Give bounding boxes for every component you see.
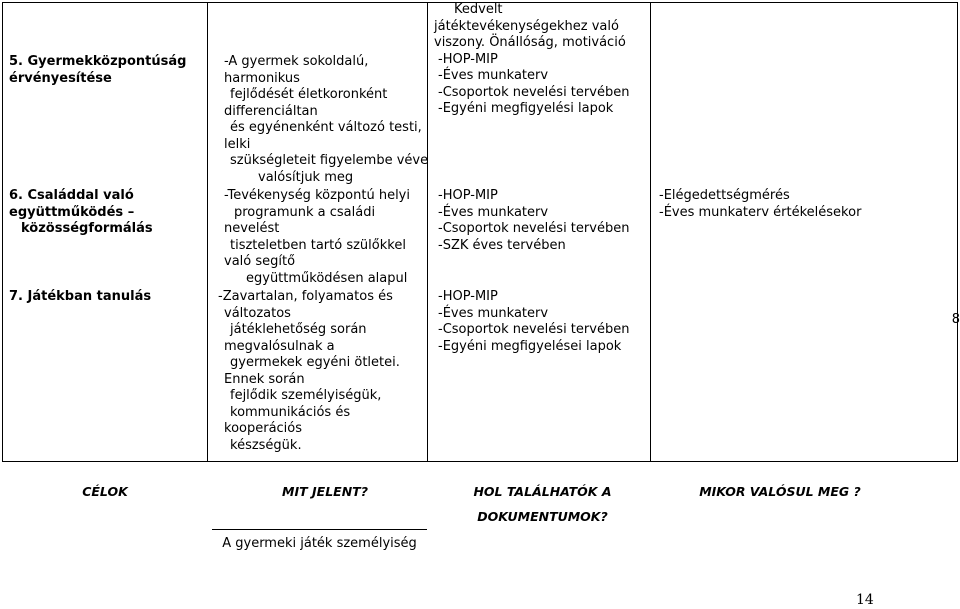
table-border-right xyxy=(957,2,958,462)
where-line: játéktevékenységekhez való xyxy=(434,18,619,34)
column-divider-3 xyxy=(650,2,651,462)
when-cell-row-2 xyxy=(659,188,955,221)
footer-heading-where-line-2: DOKUMENTUMOK? xyxy=(477,509,608,524)
where-line: -SZK éves tervében xyxy=(438,237,566,253)
where-line: -Csoportok nevelési tervében xyxy=(438,322,630,337)
footer-heading-when: MIKOR VALÓSUL MEG ? xyxy=(699,484,861,499)
meaning-line: lelki xyxy=(224,136,251,152)
where-line: -HOP-MIP xyxy=(438,289,498,304)
goal-cell-row-3 xyxy=(9,289,204,306)
column-divider-2 xyxy=(427,2,428,462)
meaning-line: Ennek során xyxy=(224,371,305,387)
meaning-line: -A gyermek sokoldalú, xyxy=(224,54,369,69)
footer-subtitle: A gyermeki játék személyiség xyxy=(222,536,417,551)
where-line: -Csoportok nevelési tervében xyxy=(438,84,630,100)
meaning-line: való segítő xyxy=(224,254,296,269)
edge-character: 8 xyxy=(951,312,960,327)
meaning-line: kommunikációs és xyxy=(230,404,351,420)
goal-line: együttműködés – xyxy=(9,204,135,220)
goal-line: 7. Játékban tanulás xyxy=(9,289,152,304)
when-line: -Éves munkaterv értékelésekor xyxy=(659,204,862,220)
column-divider-1 xyxy=(207,2,208,462)
meaning-line: fejlődik személyiségük, xyxy=(230,388,382,403)
where-line: Kedvelt xyxy=(454,2,503,17)
meaning-line: készségük. xyxy=(230,437,302,453)
goal-line: közösségformálás xyxy=(21,221,153,236)
page-number: 14 xyxy=(856,592,874,608)
meaning-line: kooperációs xyxy=(224,421,303,436)
where-cell-row-2 xyxy=(438,188,648,254)
goal-cell-row-2 xyxy=(9,188,204,238)
when-line: -Elégedettségmérés xyxy=(659,188,790,203)
where-line: -Éves munkaterv xyxy=(438,204,549,220)
where-line: -HOP-MIP xyxy=(438,188,498,203)
where-line: viszony. Önállóság, motiváció xyxy=(434,35,626,50)
meaning-line: programunk a családi xyxy=(234,204,376,220)
goal-line: 6. Családdal való xyxy=(9,188,134,203)
meaning-line: fejlődését életkoronként xyxy=(230,87,388,102)
meaning-cell-row-1 xyxy=(218,54,429,186)
meaning-line: tiszteletben tartó szülőkkel xyxy=(230,237,406,253)
where-line: -Csoportok nevelési tervében xyxy=(438,221,630,236)
goal-cell-row-1 xyxy=(9,54,204,87)
goal-line: érvényesítése xyxy=(9,70,112,86)
where-line: -Egyéni megfigyelései lapok xyxy=(438,338,622,354)
main-table xyxy=(2,2,958,462)
where-line: -HOP-MIP xyxy=(438,51,498,67)
where-line: -Egyéni megfigyelési lapok xyxy=(438,101,614,116)
meaning-cell-row-2 xyxy=(218,188,423,287)
meaning-line: gyermekek egyéni ötletei. xyxy=(230,355,400,370)
where-cell-row-1 xyxy=(434,2,648,118)
footer-heading-where-line-1: HOL TALÁLHATÓK A xyxy=(473,484,612,499)
meaning-line: és egyénenként változó testi, xyxy=(230,120,422,135)
meaning-line: játéklehetőség során xyxy=(230,322,367,337)
meaning-line: differenciáltan xyxy=(224,103,318,119)
goal-line: 5. Gyermekközpontúság xyxy=(9,54,187,69)
where-cell-row-3 xyxy=(438,289,648,355)
table-border-bottom xyxy=(2,461,958,462)
meaning-line: változatos xyxy=(224,305,291,321)
subtitle-top-rule xyxy=(212,529,427,530)
meaning-line: valósítjuk meg xyxy=(258,169,354,185)
footer-heading-meaning: MIT JELENT? xyxy=(282,484,368,499)
where-line: -Éves munkaterv xyxy=(438,305,549,321)
meaning-line: -Tevékenység központú helyi xyxy=(224,188,410,203)
meaning-line: együttműködésen alapul xyxy=(246,270,408,286)
footer-heading-goals: CÉLOK xyxy=(82,484,128,499)
meaning-line: nevelést xyxy=(224,221,280,236)
meaning-line: megvalósulnak a xyxy=(224,338,335,354)
table-border-left xyxy=(2,2,3,462)
meaning-cell-row-3 xyxy=(218,289,423,454)
meaning-line: -Zavartalan, folyamatos és xyxy=(218,289,393,304)
where-line: -Éves munkaterv xyxy=(438,68,549,83)
meaning-line: szükségleteit figyelembe véve xyxy=(230,153,429,168)
meaning-line: harmonikus xyxy=(224,70,300,86)
